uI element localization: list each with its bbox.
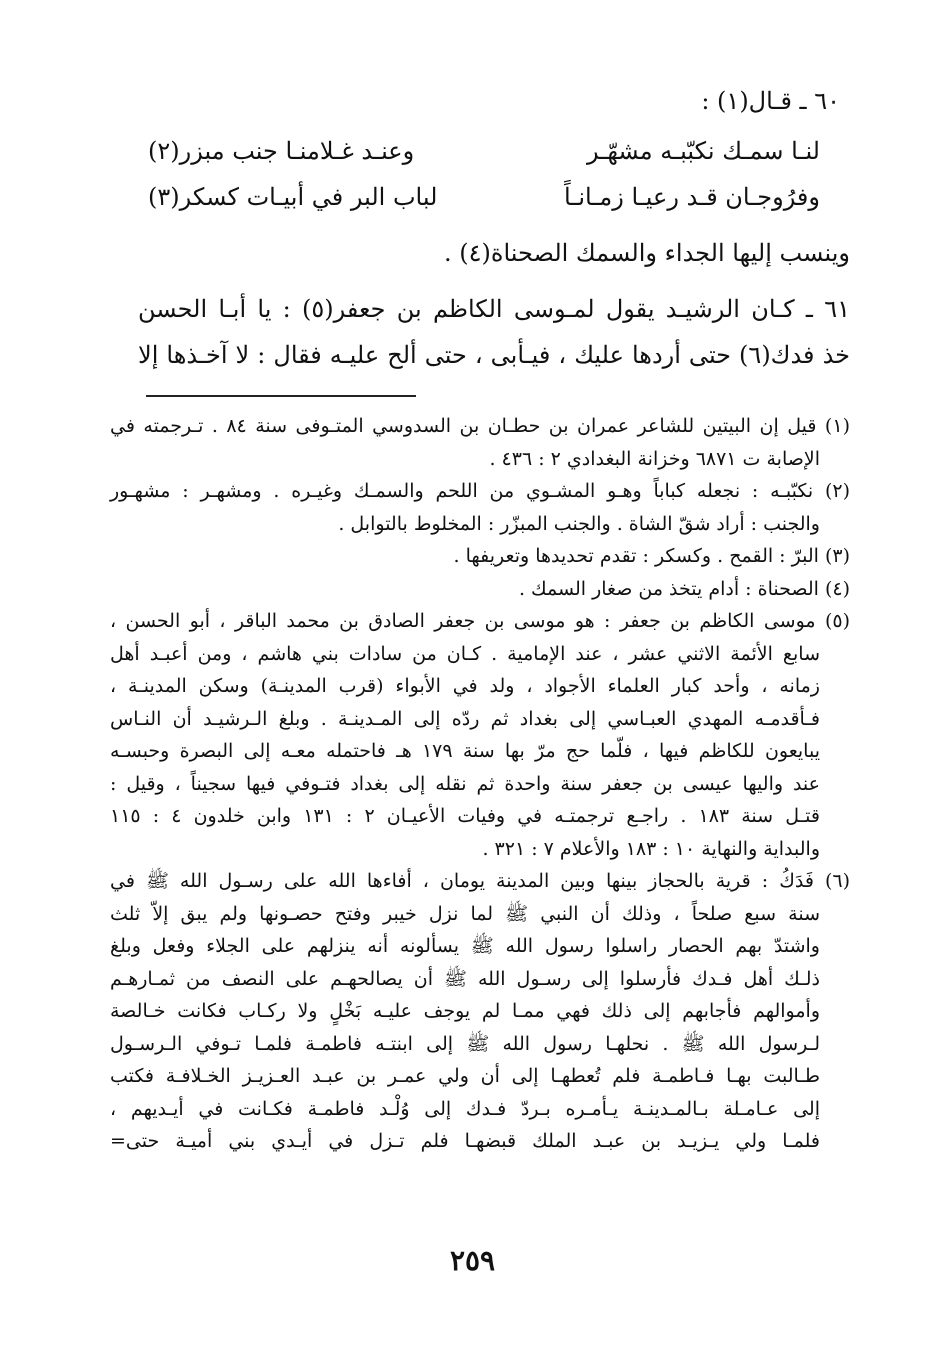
footnote-4-line: (٤) الصحناة : أدام يتخذ من صغار السمك . <box>518 577 850 600</box>
footnote-6 <box>110 865 850 1158</box>
footnote-6-line: واشتدّ بهم الحصار راسلوا رسول الله ﷺ يسألونه أنه ينزلهم على الجلاء وفعل وبلغ <box>110 935 820 957</box>
footnote-5-line: زمانه ، وأحد كبار العلماء الأجواد ، ولد في الأبواء (قرب المدينـة) وسكن المدينـة ، <box>110 675 820 697</box>
footnote-1-line: (١) قيل إن البيتين للشاعر عمران بن حطـان بن السدوسي المتـوفى سنة ٨٤ . تـرجمته في <box>110 415 850 437</box>
footnote-5-line: يبايعون للكاظم فيها ، فلّما حج مرّ بها سنة ١٧٩ هـ فاحتمله معـه إلى البصرة وحبسـه <box>110 740 820 762</box>
item-61-line-1: ٦١ ـ كـان الرشيـد يقول لمـوسى الكاظم بن جعفر(٥) : يا أبـا الحسن <box>138 295 850 323</box>
verse-1-second-hemistich: وعنـد غـلامنـا جنب مبزر(٢) <box>148 137 415 165</box>
main-text <box>138 78 850 378</box>
footnote-6-line: وأموالهم فأجابهم إلى ذلك فهي ممـا لم يوجف عليـه بَخْلٍ ولا ركـاب فكانت خـالصة <box>110 1000 820 1022</box>
footnote-5 <box>110 605 850 865</box>
footnote-2-line: والجنب : أراد شقّ الشاة . والجنب المبزّر : المخلوط بالتوابل . <box>338 512 820 535</box>
footnote-1-line: الإصابة ت ٦٨٧١ وخزانة البغدادي ٢ : ٤٣٦ . <box>489 447 820 470</box>
verse-line-1 <box>138 128 850 174</box>
footnote-5-line: سابع الأئمة الاثني عشر ، عند الإمامية . كـان من سادات بني هاشم ، ومن أعبـد أهل <box>110 642 820 665</box>
footnote-1 <box>110 410 850 475</box>
footnote-5-line: قتـل سنة ١٨٣ . راجـع ترجمتـه في وفيات الأعيـان ٢ : ١٣١ وابن خلدون ٤ : ١١٥ <box>110 805 820 827</box>
footnote-2 <box>110 475 850 540</box>
footnote-3-line: (٣) البرّ : القمح . وكسكر : تقدم تحديدها وتعريفها . <box>453 545 850 567</box>
footnote-5-line: والبداية والنهاية ١٠ : ١٨٣ والأعلام ٧ : ٣٢١ . <box>482 837 820 860</box>
footnote-5-line: (٥) موسى الكاظم بن جعفر : هو موسى بن جعفر الصادق بن محمد الباقر ، أبو الحسن ، <box>110 610 850 632</box>
footnotes <box>110 410 850 1158</box>
footnote-2-line: (٢) نكبّبـه : نجعله كباباً وهـو المشـوي من اللحم والسمـك وغيـره . ومشهـر : مشهـور <box>110 480 851 502</box>
footnote-5-line: فـأقدمـه المهدي العبـاسي إلى بغداد ثم ردّه إلى المـدينـة . وبلغ الـرشيـد أن النـاس <box>110 707 820 730</box>
page-number: ٢٥٩ <box>449 1244 496 1277</box>
footnote-6-line: سنة سبع صلحاً ، وذلك أن النبي ﷺ لما نزل خيبر وفتح حصـونها ولم يبق إلاّ ثلث <box>110 902 820 925</box>
footnote-4 <box>110 573 850 606</box>
item-60-heading: ٦٠ ـ قـال(١) : <box>701 87 840 115</box>
footnote-6-line: إلى عـامـلة بـالمـدينـة يـأمـره بـردّ فـدك إلى وُلْـد فاطمـة فكـانت في أيـديهم ، <box>110 1097 820 1120</box>
verse-1-first-hemistich: لنـا سمـك نكبّبـه مشهّـر <box>587 137 820 165</box>
footnote-3 <box>110 540 850 573</box>
footnote-separator <box>146 395 416 397</box>
footnote-5-line: عند واليها عيسى بن جعفر سنة واحدة ثم نقله إلى بغداد فتـوفي فيها سجيناً ، وقيل : <box>110 772 820 795</box>
footnote-6-line: فلمـا ولي يـزيـد بن عبـد الملك قبضهـا فلم تـزل في أيـدي بني أميـة حتى= <box>110 1130 820 1152</box>
footnote-6-line: ذلـك أهل فـدك فأرسلوا إلى رسـول الله ﷺ أن يصالحهـم على النصف من ثمـارهـم <box>110 967 820 990</box>
verse-2-first-hemistich: وفرُوجـان قـد رعيـا زمـانـاً <box>564 183 820 211</box>
verse-2-second-hemistich: لباب البر في أبيـات كسكر(٣) <box>148 183 438 211</box>
footnote-6-line: طـالبت بهـا فـاطمـة فلم تُعطهـا إلى أن ولي عمـر بن عبـد العـزيـز الخـلافـة فكتب <box>110 1065 820 1087</box>
footnote-6-line: لـرسول الله ﷺ . نحلهـا رسول الله ﷺ إلى ابنتـه فاطمـة فلمـا تـوفي الـرسـول <box>110 1032 820 1055</box>
verse-line-2 <box>138 174 850 220</box>
item-61-line-2: خذ فدك(٦) حتى أردها عليك ، فيـأبى ، حتى ألح عليـه فقال : لا آخـذها إلا <box>138 341 850 369</box>
line-after-verse: وينسب إليها الجداء والسمك الصحناة(٤) . <box>444 239 850 267</box>
footnote-6-line: (٦) فَدَكُ : قرية بالحجاز بينها وبين المدينة يومان ، أفاءها الله على رسـول الله ﷺ في <box>110 870 850 892</box>
